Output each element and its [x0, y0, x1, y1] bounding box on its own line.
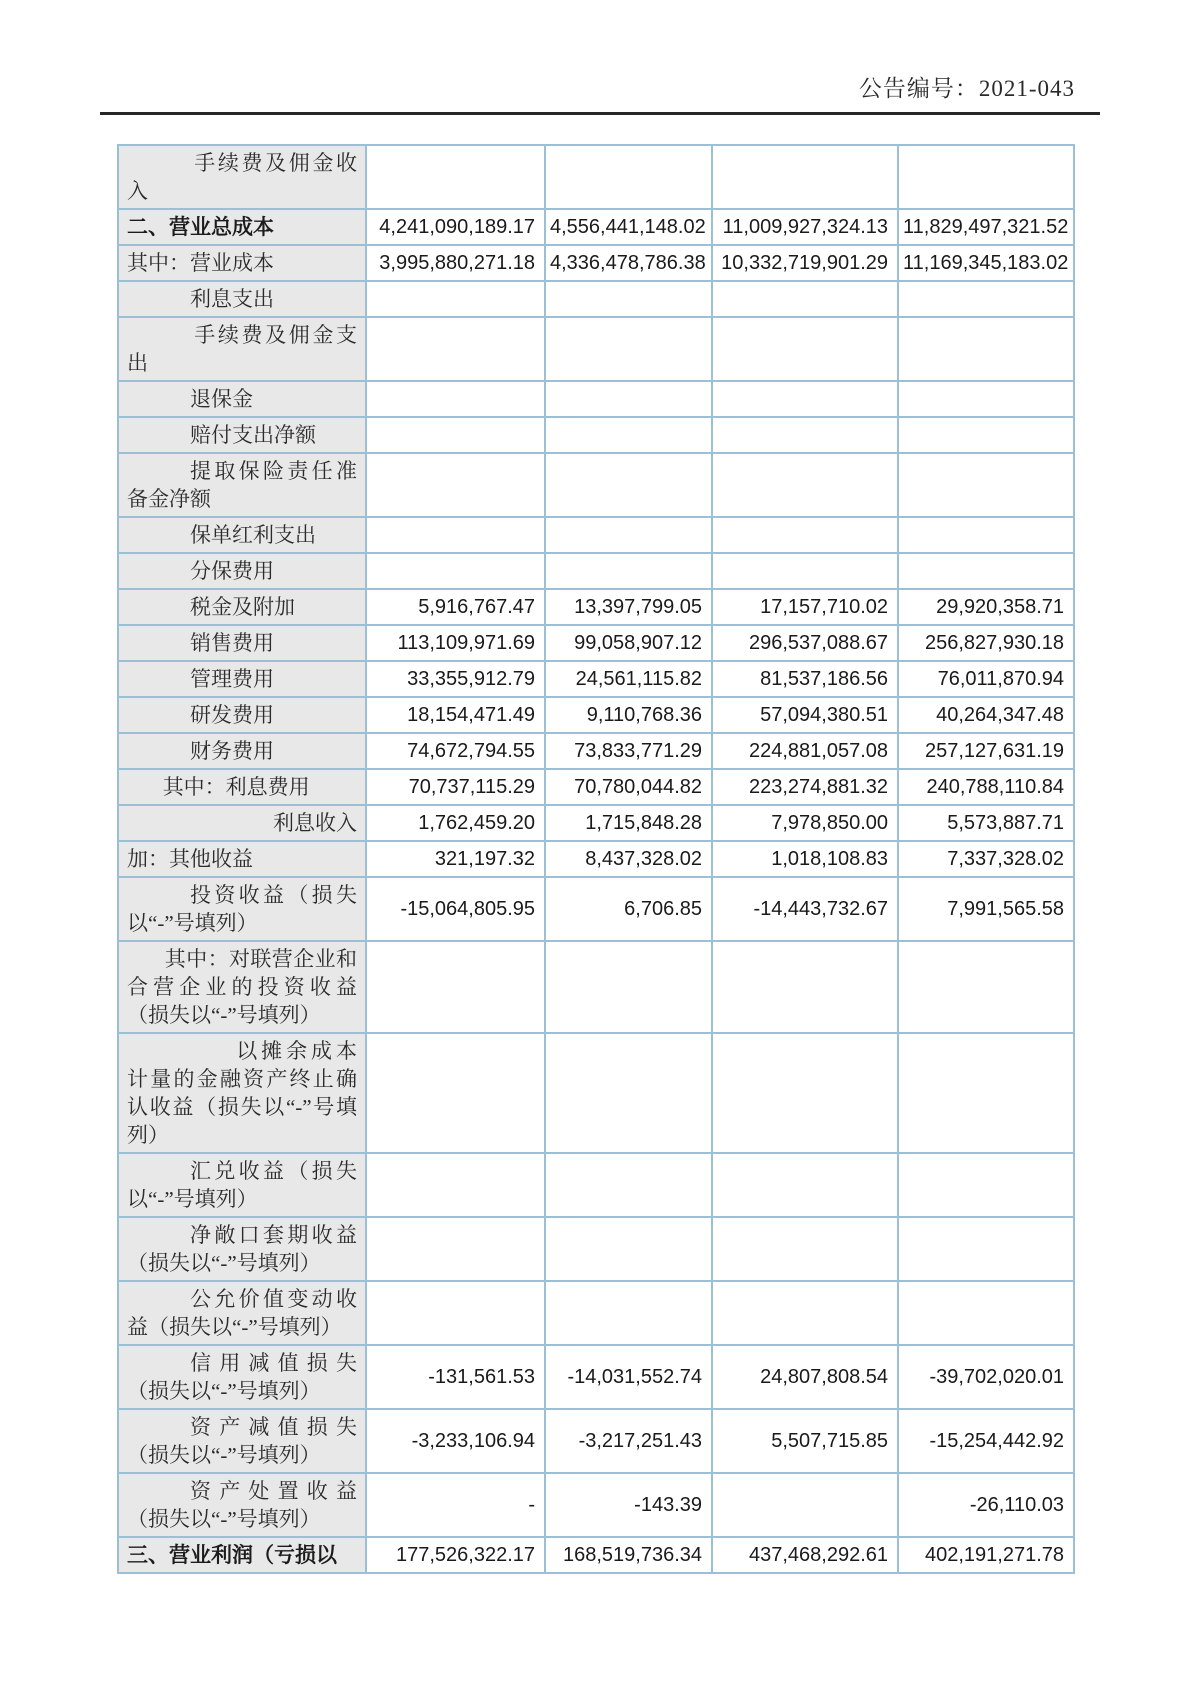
row-value-cell: 223,274,881.32 [712, 769, 898, 805]
row-value-cell: 99,058,907.12 [545, 625, 712, 661]
row-value-cell [545, 553, 712, 589]
row-value-cell [366, 281, 545, 317]
row-label-cell: 退保金 [118, 381, 366, 417]
row-label-cell: 其中：利息费用 [118, 769, 366, 805]
row-value-cell [898, 1281, 1074, 1345]
row-value-cell [712, 553, 898, 589]
row-value-cell [366, 453, 545, 517]
table-row [118, 453, 1074, 517]
row-value-cell [712, 317, 898, 381]
row-value-cell [545, 1153, 712, 1217]
row-value-cell [545, 941, 712, 1033]
table-row [118, 281, 1074, 317]
row-value-cell: 7,978,850.00 [712, 805, 898, 841]
row-value-cell [545, 1033, 712, 1153]
row-value-cell [545, 1217, 712, 1281]
row-label-cell: 信用减值损失（损失以“-”号填列） [118, 1345, 366, 1409]
row-value-cell [366, 317, 545, 381]
row-value-cell: -131,561.53 [366, 1345, 545, 1409]
row-value-cell: 168,519,736.34 [545, 1537, 712, 1573]
row-value-cell [545, 317, 712, 381]
table-row [118, 1217, 1074, 1281]
table-row [118, 697, 1074, 733]
row-value-cell: 437,468,292.61 [712, 1537, 898, 1573]
row-value-cell: 74,672,794.55 [366, 733, 545, 769]
row-label-cell: 二、营业总成本 [118, 209, 366, 245]
row-label-cell: 销售费用 [118, 625, 366, 661]
row-value-cell [712, 417, 898, 453]
row-value-cell [898, 145, 1074, 209]
row-label-cell: 投资收益（损失以“-”号填列） [118, 877, 366, 941]
row-value-cell: -39,702,020.01 [898, 1345, 1074, 1409]
table-row [118, 1345, 1074, 1409]
row-value-cell: 1,715,848.28 [545, 805, 712, 841]
row-value-cell [712, 145, 898, 209]
table-row [118, 625, 1074, 661]
row-value-cell: 73,833,771.29 [545, 733, 712, 769]
row-value-cell [898, 1153, 1074, 1217]
row-value-cell: 240,788,110.84 [898, 769, 1074, 805]
table-row [118, 661, 1074, 697]
row-label-cell: 净敞口套期收益（损失以“-”号填列） [118, 1217, 366, 1281]
row-value-cell [545, 145, 712, 209]
table-row [118, 1473, 1074, 1537]
table-row [118, 145, 1074, 209]
row-label-cell: 资产减值损失（损失以“-”号填列） [118, 1409, 366, 1473]
row-value-cell: 29,920,358.71 [898, 589, 1074, 625]
row-value-cell: 70,780,044.82 [545, 769, 712, 805]
row-value-cell: -3,217,251.43 [545, 1409, 712, 1473]
table-row [118, 877, 1074, 941]
row-value-cell [898, 417, 1074, 453]
table-row [118, 1153, 1074, 1217]
row-value-cell: 11,009,927,324.13 [712, 209, 898, 245]
row-value-cell: 3,995,880,271.18 [366, 245, 545, 281]
row-value-cell [545, 1281, 712, 1345]
table-row [118, 1281, 1074, 1345]
row-value-cell: 10,332,719,901.29 [712, 245, 898, 281]
row-value-cell [366, 145, 545, 209]
row-value-cell [366, 517, 545, 553]
header-rule [100, 112, 1100, 115]
row-value-cell [545, 281, 712, 317]
row-value-cell: 4,556,441,148.02 [545, 209, 712, 245]
row-value-cell: 1,762,459.20 [366, 805, 545, 841]
row-value-cell: 76,011,870.94 [898, 661, 1074, 697]
row-value-cell [366, 941, 545, 1033]
row-value-cell: -3,233,106.94 [366, 1409, 545, 1473]
row-value-cell: 40,264,347.48 [898, 697, 1074, 733]
row-value-cell [712, 1033, 898, 1153]
row-value-cell: -15,064,805.95 [366, 877, 545, 941]
row-value-cell: 24,561,115.82 [545, 661, 712, 697]
row-label-cell: 其中：营业成本 [118, 245, 366, 281]
row-value-cell [712, 1153, 898, 1217]
row-label-cell: 研发费用 [118, 697, 366, 733]
row-value-cell [366, 417, 545, 453]
row-label-cell: 管理费用 [118, 661, 366, 697]
doc-number: 公告编号：2021-043 [858, 76, 1075, 101]
row-label-cell: 以摊余成本计量的金融资产终止确认收益（损失以“-”号填列） [118, 1033, 366, 1153]
row-value-cell: 11,829,497,321.52 [898, 209, 1074, 245]
row-value-cell: -14,031,552.74 [545, 1345, 712, 1409]
row-label-cell: 分保费用 [118, 553, 366, 589]
row-value-cell [366, 381, 545, 417]
table-row [118, 553, 1074, 589]
row-value-cell: 70,737,115.29 [366, 769, 545, 805]
table-row [118, 417, 1074, 453]
table-body [118, 145, 1074, 1573]
row-value-cell: 402,191,271.78 [898, 1537, 1074, 1573]
row-label-cell: 加：其他收益 [118, 841, 366, 877]
row-label-cell: 资产处置收益（损失以“-”号填列） [118, 1473, 366, 1537]
row-value-cell [712, 517, 898, 553]
row-value-cell [898, 317, 1074, 381]
row-value-cell [898, 553, 1074, 589]
row-label-cell: 公允价值变动收益（损失以“-”号填列） [118, 1281, 366, 1345]
row-value-cell: 18,154,471.49 [366, 697, 545, 733]
row-label-cell: 手续费及佣金收入 [118, 145, 366, 209]
row-value-cell: 33,355,912.79 [366, 661, 545, 697]
row-value-cell [712, 281, 898, 317]
row-value-cell [898, 381, 1074, 417]
table-row [118, 245, 1074, 281]
row-value-cell: 13,397,799.05 [545, 589, 712, 625]
row-value-cell: 6,706.85 [545, 877, 712, 941]
row-value-cell [712, 453, 898, 517]
row-value-cell [898, 517, 1074, 553]
row-label-cell: 利息收入 [118, 805, 366, 841]
row-label-cell: 其中：对联营企业和合营企业的投资收益（损失以“-”号填列） [118, 941, 366, 1033]
row-value-cell: 8,437,328.02 [545, 841, 712, 877]
financial-table [117, 144, 1075, 1574]
row-value-cell: 5,507,715.85 [712, 1409, 898, 1473]
row-value-cell [545, 381, 712, 417]
row-value-cell: 296,537,088.67 [712, 625, 898, 661]
row-value-cell: 1,018,108.83 [712, 841, 898, 877]
row-value-cell [545, 417, 712, 453]
row-label-cell: 赔付支出净额 [118, 417, 366, 453]
row-value-cell: -143.39 [545, 1473, 712, 1537]
row-label-cell: 财务费用 [118, 733, 366, 769]
row-value-cell [545, 517, 712, 553]
row-value-cell: 81,537,186.56 [712, 661, 898, 697]
row-value-cell: 7,337,328.02 [898, 841, 1074, 877]
row-label-cell: 汇兑收益（损失以“-”号填列） [118, 1153, 366, 1217]
row-value-cell: 57,094,380.51 [712, 697, 898, 733]
row-value-cell [366, 553, 545, 589]
table-row [118, 517, 1074, 553]
table-row [118, 841, 1074, 877]
row-value-cell [545, 453, 712, 517]
row-value-cell: 5,916,767.47 [366, 589, 545, 625]
row-label-cell: 三、营业利润（亏损以 [118, 1537, 366, 1573]
row-value-cell: 113,109,971.69 [366, 625, 545, 661]
row-value-cell: -14,443,732.67 [712, 877, 898, 941]
row-value-cell: 7,991,565.58 [898, 877, 1074, 941]
row-value-cell [366, 1217, 545, 1281]
row-value-cell [712, 1281, 898, 1345]
row-value-cell: 24,807,808.54 [712, 1345, 898, 1409]
table-row [118, 381, 1074, 417]
row-value-cell [712, 1217, 898, 1281]
row-value-cell: -15,254,442.92 [898, 1409, 1074, 1473]
row-value-cell [712, 381, 898, 417]
row-value-cell: 256,827,930.18 [898, 625, 1074, 661]
row-value-cell: 177,526,322.17 [366, 1537, 545, 1573]
table-row [118, 317, 1074, 381]
row-value-cell: 11,169,345,183.02 [898, 245, 1074, 281]
table-row [118, 1033, 1074, 1153]
table-row [118, 805, 1074, 841]
row-label-cell: 手续费及佣金支出 [118, 317, 366, 381]
table-row [118, 209, 1074, 245]
row-value-cell [366, 1153, 545, 1217]
row-value-cell [898, 453, 1074, 517]
table-row [118, 589, 1074, 625]
table-row [118, 1537, 1074, 1573]
table-row [118, 1409, 1074, 1473]
table-row [118, 769, 1074, 805]
table-row [118, 941, 1074, 1033]
row-value-cell: 17,157,710.02 [712, 589, 898, 625]
row-value-cell: 4,241,090,189.17 [366, 209, 545, 245]
row-label-cell: 提取保险责任准备金净额 [118, 453, 366, 517]
row-value-cell: 257,127,631.19 [898, 733, 1074, 769]
row-label-cell: 利息支出 [118, 281, 366, 317]
row-label-cell: 税金及附加 [118, 589, 366, 625]
row-value-cell: 9,110,768.36 [545, 697, 712, 733]
row-value-cell: - [366, 1473, 545, 1537]
row-value-cell [366, 1281, 545, 1345]
row-value-cell [712, 941, 898, 1033]
row-value-cell [898, 941, 1074, 1033]
row-label-cell: 保单红利支出 [118, 517, 366, 553]
row-value-cell [712, 1473, 898, 1537]
row-value-cell: 224,881,057.08 [712, 733, 898, 769]
table-row [118, 733, 1074, 769]
row-value-cell: 321,197.32 [366, 841, 545, 877]
row-value-cell [366, 1033, 545, 1153]
row-value-cell: -26,110.03 [898, 1473, 1074, 1537]
row-value-cell: 5,573,887.71 [898, 805, 1074, 841]
row-value-cell: 4,336,478,786.38 [545, 245, 712, 281]
row-value-cell [898, 1033, 1074, 1153]
row-value-cell [898, 281, 1074, 317]
row-value-cell [898, 1217, 1074, 1281]
